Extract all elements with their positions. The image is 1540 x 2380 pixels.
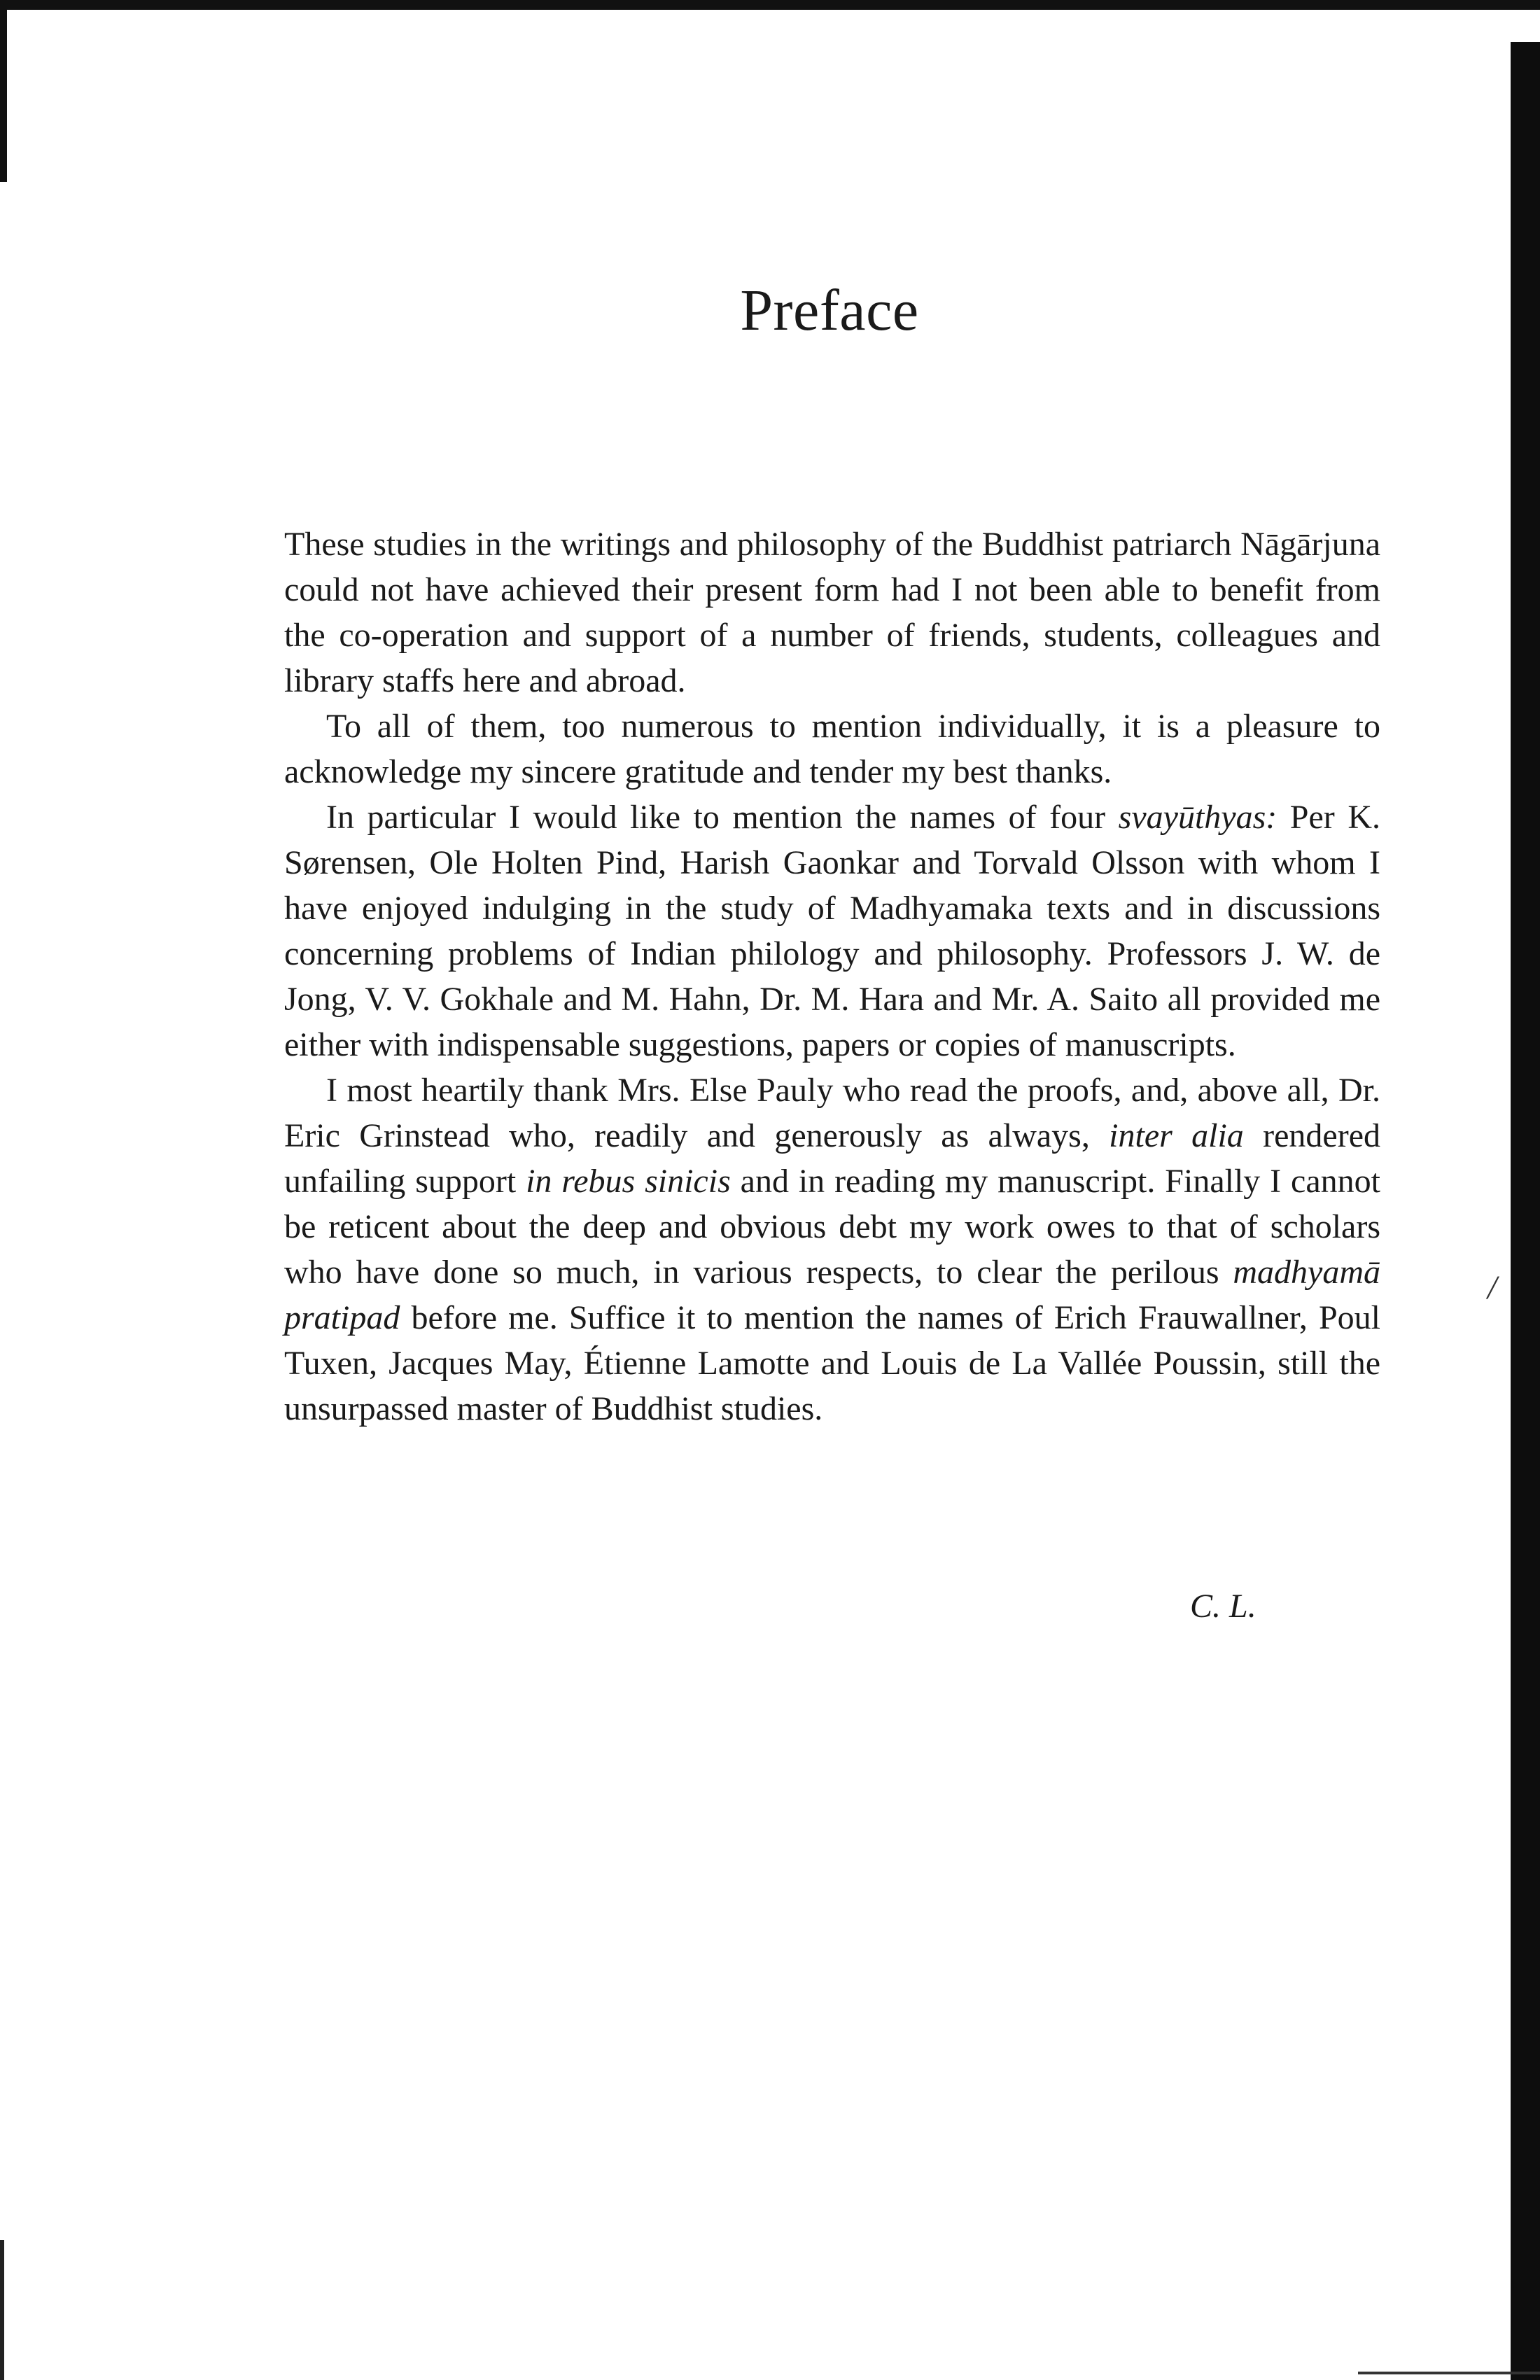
paragraph-2: To all of them, too numerous to mention individually, it is a pleasure to acknowledge my sincere gratitude and tender my best thanks. bbox=[284, 708, 1380, 790]
paragraph-4 bbox=[284, 1068, 1380, 1432]
paragraph-4-part-e: and in reading my manuscript. Finally I cannot be reticent about the deep and obvious debt my work owes to that of scholars who have done so much, in various respects, to clear the perilous bbox=[284, 1163, 1380, 1291]
paragraph-1: These studies in the writings and philosophy of the Buddhist patriarch Nāgārjuna could not have achieved their present form had I not been able to benefit from the co-operation and support of a number of friends, students, colleagues and library staffs here and abroad. bbox=[284, 526, 1380, 699]
term-svayuthyas: svayūthyas: bbox=[1118, 799, 1278, 836]
scan-edge-left bbox=[0, 0, 7, 182]
paragraph-4-part-g: before me. Suffice it to mention the names of Erich Frauwallner, Poul Tuxen, Jacques May, Étienne Lamotte and Louis de La Vallée Poussin, still the unsurpassed master of Buddhist studies. bbox=[284, 1299, 1380, 1427]
preface-body bbox=[284, 522, 1380, 1432]
page-title: Preface bbox=[740, 278, 919, 343]
scan-edge-top bbox=[0, 0, 1540, 10]
author-signature: C. L. bbox=[1190, 1588, 1256, 1625]
paragraph-3-part-c: Per K. Sørensen, Ole Holten Pind, Harish Gaonkar and Torvald Olsson with whom I have enjoyed indulging in the study of Madhyamaka texts and in discussions concerning problems of Indian philology and philosophy. Professors J. W. de Jong, V. V. Gokhale and M. Hahn, Dr. M. Hara and Mr. A. Saito all provided me either with indispensable suggestions, papers or copies of manuscripts. bbox=[284, 799, 1380, 1063]
paragraph-4-part-a: I most heartily thank Mrs. Else Pauly who read the proofs, and, above all, Dr. Eric Grinstead who, readily and generously as always, bbox=[284, 1072, 1380, 1154]
term-inter-alia: inter alia bbox=[1109, 1117, 1244, 1154]
scan-edge-right bbox=[1511, 42, 1540, 2380]
scan-edge-bottom bbox=[1358, 2372, 1540, 2374]
margin-mark: / bbox=[1488, 1269, 1497, 1306]
paragraph-3 bbox=[284, 794, 1380, 1068]
scan-edge-left-low bbox=[0, 2240, 4, 2380]
paragraph-4-part-c: rendered unfailing support bbox=[284, 1117, 1381, 1200]
term-in-rebus-sinicis: in rebus sinicis bbox=[526, 1163, 731, 1200]
paragraph-3-part-a: In particular I would like to mention the names of four bbox=[326, 799, 1119, 836]
term-madhyama-pratipad: madhyamā pratipad bbox=[284, 1254, 1380, 1336]
